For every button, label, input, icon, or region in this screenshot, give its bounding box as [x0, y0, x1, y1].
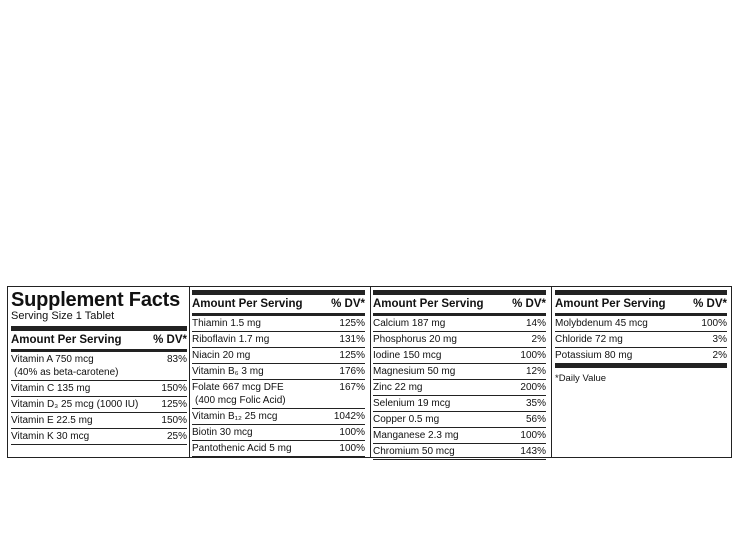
- nutrient-row: [373, 412, 546, 428]
- dv-header: % DV*: [693, 298, 727, 310]
- nutrient-name: Potassium 80 mg: [555, 350, 633, 361]
- nutrient-row: [192, 316, 365, 332]
- nutrient-row: [555, 332, 727, 348]
- nutrient-name: Zinc 22 mg: [373, 382, 423, 393]
- nutrient-dv: 131%: [339, 334, 365, 345]
- nutrient-name: Iodine 150 mcg: [373, 350, 442, 361]
- nutrient-name: Vitamin A 750 mcg: [11, 354, 94, 365]
- facts-column-2: [192, 290, 365, 457]
- nutrient-name: Niacin 20 mg: [192, 350, 251, 361]
- label-title: Supplement Facts: [11, 289, 181, 311]
- nutrient-row: [192, 409, 365, 425]
- nutrient-row: [555, 348, 727, 363]
- nutrient-dv: 100%: [339, 443, 365, 454]
- nutrient-name: Biotin 30 mcg: [192, 427, 253, 438]
- nutrient-dv: 2%: [712, 350, 727, 361]
- nutrient-dv: 56%: [525, 414, 546, 425]
- nutrient-row: [11, 352, 187, 381]
- dv-header: % DV*: [153, 334, 187, 346]
- nutrient-dv: 2%: [531, 334, 546, 345]
- nutrient-name: Vitamin B₁₂ 25 mcg: [192, 411, 278, 422]
- nutrient-dv: 12%: [525, 366, 546, 377]
- nutrient-dv: 200%: [520, 382, 546, 393]
- nutrient-name: Vitamin B₆ 3 mg: [192, 366, 264, 377]
- nutrient-subnote: (40% as beta-carotene): [14, 367, 119, 378]
- amount-per-serving-header: Amount Per Serving: [11, 334, 122, 346]
- nutrient-name: Selenium 19 mcg: [373, 398, 451, 409]
- nutrient-row: [192, 332, 365, 348]
- nutrient-row: [11, 381, 187, 397]
- nutrient-name: Folate 667 mcg DFE: [192, 382, 284, 393]
- nutrient-row: [192, 441, 365, 457]
- nutrient-name: Chromium 50 mcg: [373, 446, 455, 457]
- nutrient-list: [11, 352, 187, 445]
- nutrient-row: [373, 316, 546, 332]
- nutrient-dv: 125%: [339, 318, 365, 329]
- nutrient-dv: 150%: [161, 383, 187, 394]
- nutrient-row: [11, 397, 187, 413]
- nutrient-row: [192, 348, 365, 364]
- nutrient-name: Vitamin E 22.5 mg: [11, 415, 93, 426]
- amount-per-serving-header: Amount Per Serving: [192, 298, 303, 310]
- nutrient-row: [373, 364, 546, 380]
- nutrient-dv: 3%: [712, 334, 727, 345]
- column-divider: [551, 287, 552, 457]
- nutrient-name: Vitamin K 30 mcg: [11, 431, 90, 442]
- supplement-facts-label: [7, 286, 732, 458]
- nutrient-list: [192, 316, 365, 457]
- nutrient-dv: 35%: [525, 398, 546, 409]
- nutrient-dv: 1042%: [333, 411, 365, 422]
- nutrient-name: Copper 0.5 mg: [373, 414, 440, 425]
- nutrient-name: Chloride 72 mg: [555, 334, 623, 345]
- nutrient-dv: 100%: [701, 318, 727, 329]
- nutrient-name: Thiamin 1.5 mg: [192, 318, 261, 329]
- amount-per-serving-header: Amount Per Serving: [373, 298, 484, 310]
- facts-column-3: [373, 290, 546, 460]
- nutrient-row: [373, 348, 546, 364]
- column-divider: [370, 287, 371, 457]
- nutrient-dv: 83%: [166, 354, 187, 365]
- nutrient-dv: 125%: [161, 399, 187, 410]
- nutrient-name: Molybdenum 45 mcg: [555, 318, 648, 329]
- nutrient-row: [373, 428, 546, 444]
- nutrient-name: Pantothenic Acid 5 mg: [192, 443, 292, 454]
- nutrient-dv: 14%: [525, 318, 546, 329]
- column-header: [11, 331, 187, 349]
- column-header: [373, 295, 546, 313]
- nutrient-dv: 100%: [520, 430, 546, 441]
- nutrient-row: [373, 380, 546, 396]
- column-header: [555, 295, 727, 313]
- nutrient-row: [11, 413, 187, 429]
- thick-rule: [555, 363, 727, 368]
- nutrient-row: [373, 396, 546, 412]
- nutrient-name: Magnesium 50 mg: [373, 366, 456, 377]
- amount-per-serving-header: Amount Per Serving: [555, 298, 666, 310]
- facts-column-4: [555, 290, 727, 384]
- nutrient-dv: 100%: [339, 427, 365, 438]
- nutrient-dv: 167%: [339, 382, 365, 393]
- serving-size: Serving Size 1 Tablet: [11, 310, 115, 322]
- nutrient-name: Riboflavin 1.7 mg: [192, 334, 270, 345]
- column-divider: [189, 287, 190, 457]
- dv-header: % DV*: [512, 298, 546, 310]
- nutrient-dv: 176%: [339, 366, 365, 377]
- nutrient-row: [373, 444, 546, 460]
- nutrient-name: Vitamin D₃ 25 mcg (1000 IU): [11, 399, 139, 410]
- nutrient-name: Vitamin C 135 mg: [11, 383, 91, 394]
- nutrient-row: [192, 364, 365, 380]
- nutrient-row: [373, 332, 546, 348]
- nutrient-dv: 125%: [339, 350, 365, 361]
- nutrient-dv: 25%: [166, 431, 187, 442]
- nutrient-row: [11, 429, 187, 445]
- nutrient-dv: 143%: [520, 446, 546, 457]
- column-header: [192, 295, 365, 313]
- nutrient-list: [373, 316, 546, 460]
- nutrient-subnote: (400 mcg Folic Acid): [195, 395, 286, 406]
- facts-column-1: [11, 290, 187, 445]
- nutrient-name: Phosphorus 20 mg: [373, 334, 457, 345]
- nutrient-list: [555, 316, 727, 363]
- nutrient-name: Calcium 187 mg: [373, 318, 446, 329]
- dv-header: % DV*: [331, 298, 365, 310]
- nutrient-dv: 150%: [161, 415, 187, 426]
- nutrient-name: Manganese 2.3 mg: [373, 430, 459, 441]
- nutrient-row: [555, 316, 727, 332]
- nutrient-row: [192, 380, 365, 409]
- nutrient-dv: 100%: [520, 350, 546, 361]
- nutrient-row: [192, 425, 365, 441]
- footnote: *Daily Value: [555, 373, 607, 384]
